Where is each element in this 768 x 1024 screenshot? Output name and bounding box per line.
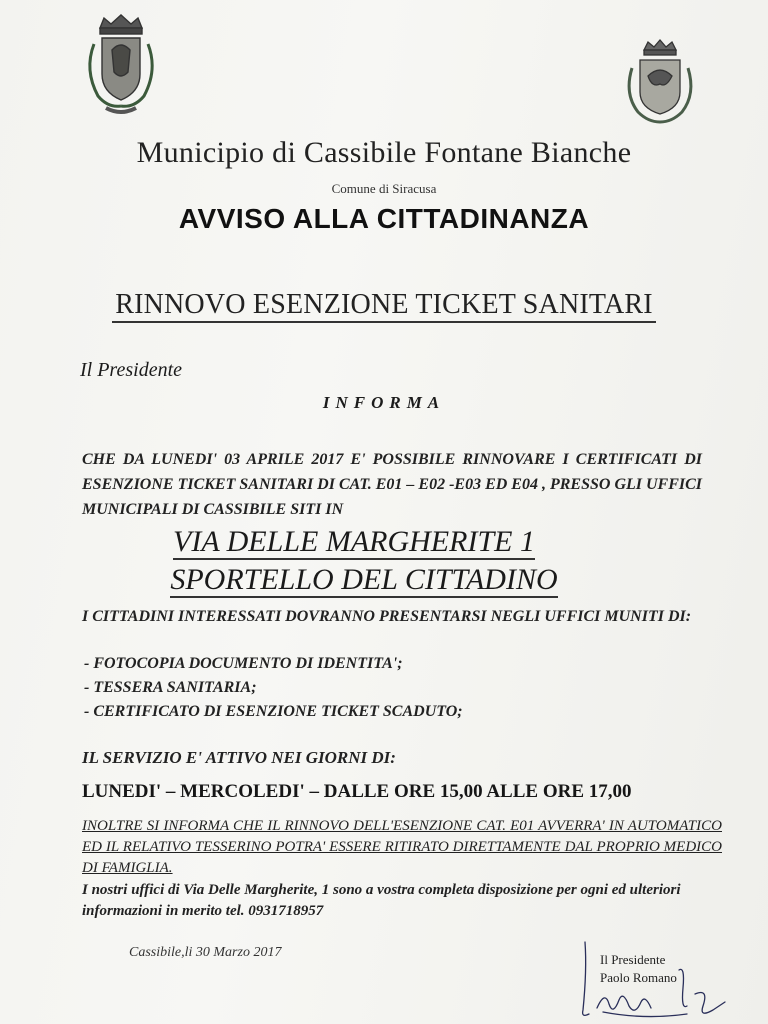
signer-name: Paolo Romano <box>600 970 677 985</box>
list-item: - FOTOCOPIA DOCUMENTO DI IDENTITA'; <box>84 655 403 672</box>
office-text: SPORTELLO DEL CITTADINO <box>170 563 558 596</box>
coat-of-arms-right-icon <box>622 38 698 130</box>
service-intro: IL SERVIZIO E' ATTIVO NEI GIORNI DI: <box>82 748 396 767</box>
coat-of-arms-left-icon <box>78 10 164 122</box>
signature-block <box>600 951 677 987</box>
notice-headline: AVVISO ALLA CITTADINANZA <box>178 203 590 234</box>
office-line <box>0 563 748 597</box>
documents-list <box>84 652 463 724</box>
additional-info <box>82 816 722 879</box>
municipality-subtitle: Comune di Siracusa <box>331 181 437 196</box>
place-date: Cassibile,li 30 Marzo 2017 <box>129 945 282 960</box>
notice-subject <box>0 289 768 321</box>
notice-verb: INFORMA <box>322 393 446 412</box>
address-line <box>0 525 738 559</box>
municipality-title: Municipio di Cassibile Fontane Bianche <box>136 136 632 169</box>
service-schedule: LUNEDI' – MERCOLEDI' – DALLE ORE 15,00 ALLE ORE 17,00 <box>82 781 632 802</box>
instructions-paragraph: I CITTADINI INTERESSATI DOVRANNO PRESENTARSI NEGLI UFFICI MUNITI DI: <box>82 608 692 625</box>
notice-subject-text: RINNOVO ESENZIONE TICKET SANITARI <box>112 289 656 323</box>
address-text: VIA DELLE MARGHERITE 1 <box>173 525 535 558</box>
signer-role: Il Presidente <box>600 952 666 967</box>
additional-info-text: INOLTRE SI INFORMA CHE IL RINNOVO DELL'ESENZIONE CAT. E01 AVVERRA' IN AUTOMATICO ED IL RELATIVO TESSERINO POTRA' ESSERE RITIRATO DIRETTAMENTE DAL PROPRIO MEDICO DI FAMIGLIA. <box>82 818 722 876</box>
list-item: - TESSERA SANITARIA; <box>84 679 257 696</box>
notice-from: Il Presidente <box>80 359 183 381</box>
contact-info: I nostri uffici di Via Delle Margherite, 1 sono a vostra completa disposizione per ogni ed ulteriori informazioni in merito tel. 0931718957 <box>82 882 681 919</box>
notice-paragraph: CHE DA LUNEDI' 03 APRILE 2017 E' POSSIBILE RINNOVARE I CERTIFICATI DI ESENZIONE TICKET SANITARI DI CAT. E01 – E02 -E03 ED E04 , PRESSO GLI UFFICI MUNICIPALI DI CASSIBILE SITI IN <box>82 451 703 518</box>
list-item: - CERTIFICATO DI ESENZIONE TICKET SCADUTO; <box>84 703 463 720</box>
